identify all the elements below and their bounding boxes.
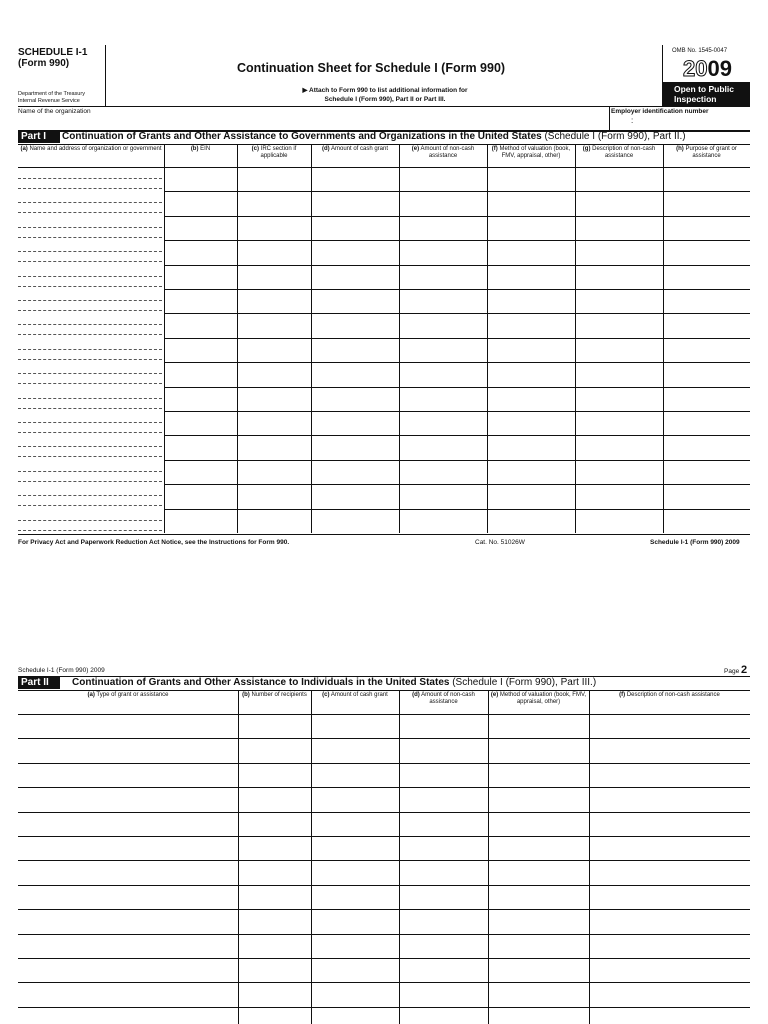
open-inspection-line2: Inspection — [674, 94, 717, 104]
part-ii-title-bold: Continuation of Grants and Other Assistance to Individuals in the United States — [72, 677, 450, 688]
row-rule — [18, 787, 750, 788]
entry-dotted-line — [18, 505, 162, 506]
col-text: Method of valuation (book, FMV, appraisal, other) — [499, 146, 571, 159]
cat-number: Cat. No. 51026W — [475, 539, 525, 546]
schedule-name: SCHEDULE I-1 — [18, 47, 88, 58]
entry-dotted-line — [18, 456, 162, 457]
row-rule — [18, 836, 750, 837]
entry-dotted-line — [18, 530, 162, 531]
part-i-label: Part I — [18, 131, 60, 143]
col-text: IRC section if applicable — [260, 146, 297, 159]
entry-dotted-line — [18, 227, 162, 228]
entry-dotted-line — [18, 383, 162, 384]
org-name-label: Name of the organization — [18, 108, 91, 115]
col-header-4 — [313, 146, 397, 153]
entry-dotted-line — [18, 359, 162, 360]
ein-divider — [609, 106, 610, 130]
col-text: EIN — [200, 146, 211, 152]
col-header-5 — [490, 692, 587, 706]
row-rule — [18, 885, 750, 886]
col-text: Number of recipients — [251, 692, 307, 698]
row-rule — [164, 289, 750, 290]
row-rule — [164, 484, 750, 485]
row-rule — [18, 958, 750, 959]
col-letter: (h) — [676, 146, 684, 152]
tax-year-bold: 09 — [707, 56, 732, 81]
dept-line2: Internal Revenue Service — [18, 98, 80, 104]
col-header-7 — [577, 146, 661, 160]
entry-dotted-line — [18, 495, 162, 496]
part-ii-label: Part II — [18, 677, 60, 689]
col-divider — [575, 145, 576, 533]
part-ii-rule — [18, 690, 750, 691]
col-text: Name and address of organization or government — [29, 146, 162, 152]
attach-line1: ▶ Attach to Form 990 to list additional information for — [302, 87, 468, 94]
col-letter: (c) — [322, 692, 330, 698]
header-rule — [18, 106, 750, 107]
entry-dotted-line — [18, 324, 162, 325]
entry-dotted-line — [18, 237, 162, 238]
col-header-8 — [665, 146, 748, 160]
part-i-bottom-rule — [18, 534, 750, 535]
header-divider-left — [105, 45, 106, 107]
ein-separator: : — [631, 116, 634, 125]
part-i-rule — [18, 144, 750, 145]
header-bottom-rule — [18, 714, 750, 715]
row-rule — [164, 265, 750, 266]
open-inspection-line1: Open to Public — [674, 84, 734, 94]
col-text: Amount of cash grant — [330, 692, 388, 698]
entry-dotted-line — [18, 310, 162, 311]
row-rule — [164, 435, 750, 436]
open-inspection-box — [662, 82, 750, 106]
col-text: Type of grant or assistance — [96, 692, 169, 698]
entry-dotted-line — [18, 261, 162, 262]
col-header-3 — [239, 146, 309, 160]
col-divider — [488, 691, 489, 1024]
page-number: 2 — [741, 664, 748, 676]
row-rule — [164, 216, 750, 217]
entry-dotted-line — [18, 286, 162, 287]
entry-dotted-line — [18, 422, 162, 423]
entry-dotted-line — [18, 178, 162, 179]
entry-dotted-line — [18, 188, 162, 189]
row-rule — [18, 934, 750, 935]
entry-dotted-line — [18, 432, 162, 433]
col-letter: (a) — [20, 146, 28, 152]
row-rule — [164, 338, 750, 339]
col-divider — [487, 145, 488, 533]
row-rule — [164, 509, 750, 510]
entry-dotted-line — [18, 373, 162, 374]
row-rule — [164, 460, 750, 461]
col-letter: (b) — [242, 692, 250, 698]
col-divider — [663, 145, 664, 533]
col-letter: (b) — [190, 146, 199, 152]
col-header-1 — [20, 692, 236, 699]
col-letter: (c) — [251, 146, 259, 152]
form-number: (Form 990) — [18, 58, 70, 69]
col-divider — [589, 691, 590, 1024]
header-bottom-rule — [18, 167, 750, 168]
col-text: Amount of non-cash assistance — [421, 692, 475, 705]
col-header-6 — [489, 146, 573, 160]
attach-line2: Schedule I (Form 990), Part II or Part III. — [324, 96, 446, 103]
part-i-title-plain: (Schedule I (Form 990), Part II.) — [541, 131, 686, 142]
part-i-title-bold: Continuation of Grants and Other Assistance to Governments and Organizations in the United States — [62, 131, 542, 142]
col-header-4 — [401, 692, 486, 706]
col-text: Amount of cash grant — [330, 146, 389, 152]
col-header-5 — [401, 146, 485, 160]
omb-number: OMB No. 1545-0047 — [672, 48, 728, 54]
col-divider — [311, 691, 312, 1024]
page-label: Page — [724, 668, 740, 675]
col-divider — [164, 145, 165, 533]
row-rule — [164, 362, 750, 363]
entry-dotted-line — [18, 276, 162, 277]
col-divider — [399, 145, 400, 533]
entry-dotted-line — [18, 202, 162, 203]
row-rule — [164, 240, 750, 241]
row-rule — [18, 982, 750, 983]
col-letter: (d) — [321, 146, 330, 152]
row-rule — [18, 763, 750, 764]
col-letter: (e) — [411, 146, 420, 152]
col-divider — [311, 145, 312, 533]
col-letter: (f) — [619, 692, 626, 698]
col-header-2 — [166, 146, 235, 153]
entry-dotted-line — [18, 481, 162, 482]
entry-dotted-line — [18, 471, 162, 472]
entry-dotted-line — [18, 349, 162, 350]
row-rule — [164, 411, 750, 412]
part-ii-title — [72, 677, 596, 689]
col-divider — [238, 691, 239, 1024]
col-divider — [237, 145, 238, 533]
row-rule — [18, 738, 750, 739]
col-text: Amount of non-cash assistance — [420, 146, 475, 159]
part-i-title — [62, 131, 686, 143]
col-text: Description of non-cash assistance — [626, 692, 720, 698]
ein-label: Employer identification number — [611, 108, 709, 115]
dept-line1: Department of the Treasury — [18, 91, 85, 97]
col-text: Purpose of grant or assistance — [685, 146, 737, 159]
col-letter: (a) — [87, 692, 95, 698]
col-text: Description of non-cash assistance — [592, 146, 656, 159]
part-ii-title-plain: (Schedule I (Form 990), Part III.) — [449, 677, 597, 688]
tax-year-outline: 20 — [683, 56, 708, 81]
row-rule — [164, 191, 750, 192]
row-rule — [18, 1007, 750, 1008]
entry-dotted-line — [18, 251, 162, 252]
col-letter: (g) — [582, 146, 591, 152]
row-rule — [164, 313, 750, 314]
col-header-3 — [313, 692, 397, 699]
row-rule — [18, 860, 750, 861]
col-header-2 — [240, 692, 309, 699]
tax-year — [683, 57, 732, 81]
entry-dotted-line — [18, 408, 162, 409]
entry-dotted-line — [18, 212, 162, 213]
col-letter: (e) — [490, 692, 499, 698]
col-header-1 — [20, 146, 162, 153]
col-letter: (d) — [412, 692, 420, 698]
form-title: Continuation Sheet for Schedule I (Form 990) — [237, 61, 506, 75]
col-text: Method of valuation (book, FMV, appraisal, other) — [499, 692, 587, 705]
entry-dotted-line — [18, 398, 162, 399]
row-rule — [164, 387, 750, 388]
col-letter: (f) — [491, 146, 498, 152]
col-header-6 — [591, 692, 748, 699]
privacy-notice: For Privacy Act and Paperwork Reduction Act Notice, see the Instructions for Form 990. — [18, 539, 290, 546]
row-rule — [18, 812, 750, 813]
entry-dotted-line — [18, 446, 162, 447]
footer-form-id: Schedule I-1 (Form 990) 2009 — [650, 539, 740, 546]
entry-dotted-line — [18, 300, 162, 301]
entry-dotted-line — [18, 334, 162, 335]
col-divider — [399, 691, 400, 1024]
page2-header-form: Schedule I-1 (Form 990) 2009 — [18, 667, 105, 674]
entry-dotted-line — [18, 520, 162, 521]
row-rule — [18, 909, 750, 910]
